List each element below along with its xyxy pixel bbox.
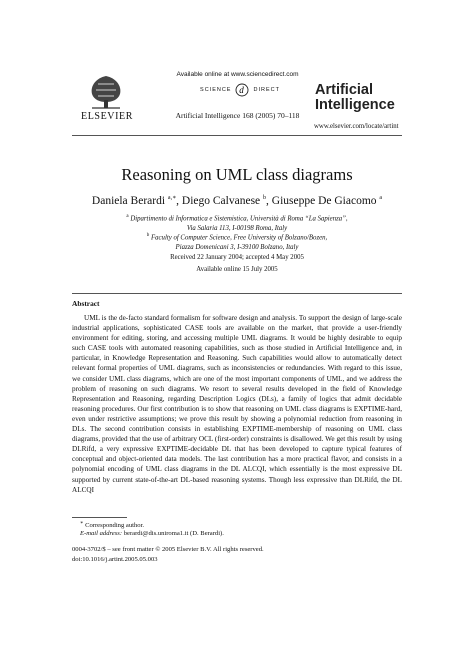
author-list: Daniela Berardi $^{a,∗}$, Diego Calvanese $^b$, Giuseppe De Giacomo $^a$ [91, 194, 383, 207]
sciencedirect-logo [160, 82, 320, 98]
author-mark: a,∗ [167, 195, 177, 201]
journal-url: www.elsevier.com/locate/artint [314, 123, 399, 130]
affiliation-line: Faculty of Computer Science, Free University of Bolzano/Bozen, [150, 234, 328, 242]
email-label: E-mail address: [80, 530, 123, 537]
affiliation-mark: b [146, 233, 150, 238]
author-mark: a [379, 195, 383, 201]
author-name: Giuseppe De Giacomo [271, 194, 377, 207]
corresponding-text: Corresponding author. [85, 522, 145, 530]
available-online-text: Available online at www.sciencedirect.com [176, 71, 299, 78]
sciencedirect-mark-icon [235, 83, 249, 97]
journal-title-line2: Intelligence [315, 97, 395, 113]
author-name: Diego Calvanese [181, 194, 261, 207]
footnote-divider [72, 517, 127, 518]
journal-citation: Artificial Intelligence 168 (2005) 70–118 [175, 111, 300, 120]
footnote-mark: ∗ [80, 521, 84, 526]
email-value: berardi@dis.uniroma1.it (D. Berardi). [123, 530, 224, 537]
elsevier-tree-logo [86, 72, 126, 112]
journal-title-logo [315, 83, 395, 113]
available-date: Available online 15 July 2005 [196, 266, 278, 273]
abstract-heading: Abstract [72, 299, 100, 308]
tree-icon [86, 72, 126, 110]
abstract-body: UML is the de-facto standard formalism for software design and analysis. To support the design of large-scale industrial applications, sophisticated CASE tools are available on the market, that provide a user-friendly environment for editing, storing, and accessing multiple UML diagrams. It would be highly desirable to equip such CASE tools with automated reasoning capabilities, such as those studied in Artificial Intelligence and, in particular, in Knowledge Representation and Reasoning. Such capabilities would allow to automatically detect relevant formal properties of UML diagrams, such as inconsistencies or redundancies. With regard to this issue, we consider UML class diagrams, which are one of the most important components of UML, and we address the problem of reasoning on such diagrams. We resort to several results developed in the field of Knowledge Representation and Reasoning, regarding Description Logics (DLs), a family of logics that admit decidable reasoning procedures. Our first contribution is to show that reasoning on UML class diagrams is EXPTIME-hard, even under restrictive assumptions; we prove this result by showing a polynomial reduction from reasoning in DLs. The second contribution consists in establishing EXPTIME-membership of reasoning on UML class diagrams, provided that the use of arbitrary OCL (first-order) constraints is disallowed. We get this result by using DLRifd, a very expressive EXPTIME-decidable DL that has been developed to capture typical features of conceptual and object-oriented data models. The last contribution has a more practical flavor, and consists in a polynomial encoding of UML class diagrams in the DL ALCQI, which essentially is the most expressive DL supported by current state-of-the-art DL-based reasoning systems. Though less expressive than DLRifd, the DL ALCQI [72, 314, 402, 494]
author-mark: b [263, 195, 267, 201]
affiliation-line: Piazza Domenicani 3, I-39100 Bolzano, Italy [175, 243, 299, 251]
footnote-email [80, 530, 224, 537]
journal-title-line1: Artificial [315, 82, 374, 98]
author-name: Daniela Berardi [91, 194, 166, 207]
affiliation-line: Dipartimento di Informatica e Sistemistica, Università di Roma “La Sapienza”, [130, 215, 348, 223]
svg-text:d: d [239, 85, 246, 95]
received-date: Received 22 January 2004; accepted 4 May 2005 [170, 254, 304, 261]
publisher-name: ELSEVIER [80, 111, 134, 122]
footnote-corresponding [80, 520, 144, 529]
affiliation-line: Via Salaria 113, I-00198 Roma, Italy [186, 224, 288, 232]
affiliation-b [72, 231, 402, 252]
abstract-divider-top [72, 293, 402, 294]
sciencedirect-right-text: DIRECT [253, 87, 280, 93]
copyright-line: 0004-3702/$ – see front matter © 2005 Elsevier B.V. All rights reserved. [72, 546, 264, 553]
header-divider [72, 135, 402, 136]
paper-title: Reasoning on UML class diagrams [121, 165, 353, 184]
doi-line: doi:10.1016/j.artint.2005.05.003 [72, 556, 158, 563]
affiliation-mark: a [126, 214, 129, 219]
sciencedirect-left-text: SCIENCE [200, 87, 232, 93]
